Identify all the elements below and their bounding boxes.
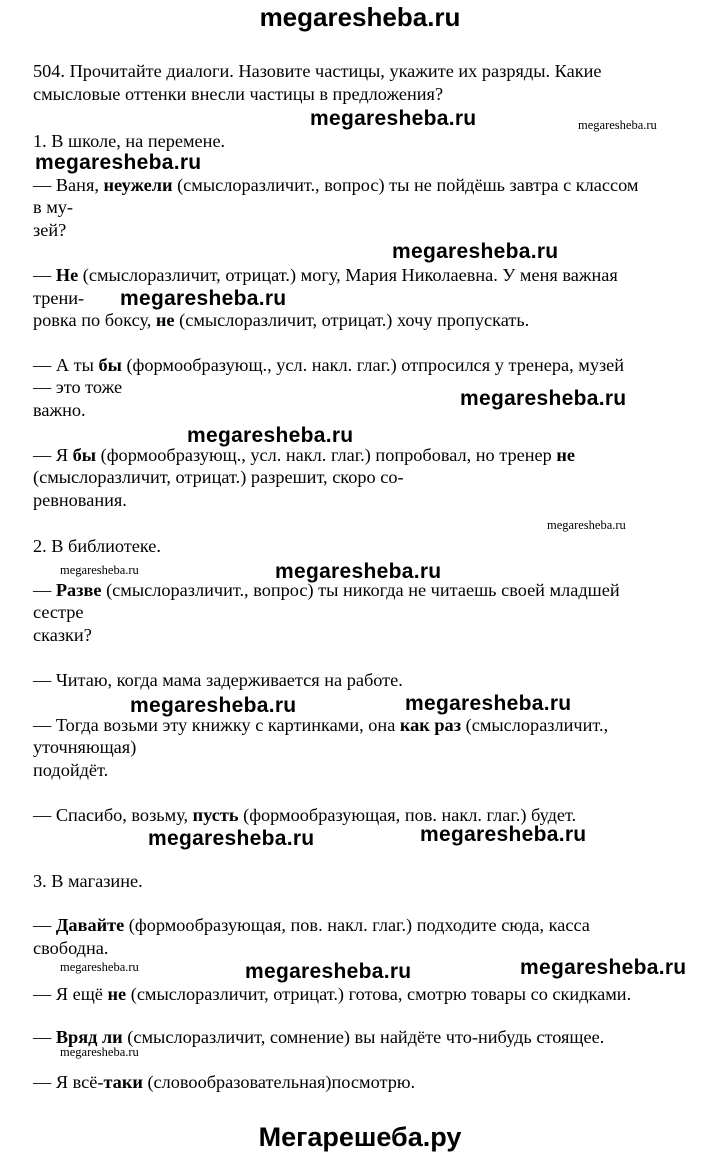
dialogue-line: — А ты бы (формообразующ., усл. накл. глаг.) отпросился у тренера, музей <box>33 355 625 375</box>
watermark: megaresheba.ru <box>187 424 354 447</box>
dialogue-line: — Разве (смыслоразличит., вопрос) ты никогда не читаешь своей младшей <box>33 580 620 600</box>
watermark: megaresheba.ru <box>60 563 139 577</box>
dialogue-line: сказки? <box>33 625 92 645</box>
watermark: megaresheba.ru <box>60 1045 139 1059</box>
dialogue-line: в му- <box>33 197 73 217</box>
dialogue-line: сестре <box>33 602 84 622</box>
watermark: megaresheba.ru <box>148 827 315 850</box>
dialogue-line: — это тоже <box>33 377 123 397</box>
task-line-2: смысловые оттенки внесли частицы в предложения? <box>33 84 444 104</box>
dialogue-line: ревнования. <box>33 490 127 510</box>
watermark: megaresheba.ru <box>392 240 559 263</box>
particle: пусть <box>192 805 239 825</box>
dialogue-line: (смыслоразличит, отрицат.) разрешит, скоро со- <box>33 467 404 487</box>
dialogue-line: — Я бы (формообразующ., усл. накл. глаг.) попробовал, но тренер не <box>33 445 575 465</box>
watermark: megaresheba.ru <box>310 107 477 130</box>
particle: бы <box>98 355 122 375</box>
particle: Разве <box>55 580 102 600</box>
section-2-heading: 2. В библиотеке. <box>33 536 161 556</box>
particle: Давайте <box>55 915 125 935</box>
dialogue-line: — Спасибо, возьму, пусть (формообразующая, пов. накл. глаг.) будет. <box>33 805 577 825</box>
dialogue-line: важно. <box>33 400 86 420</box>
dialogue-line: уточняющая) <box>33 737 137 757</box>
dialogue-line: — Не (смыслоразличит, отрицат.) могу, Мария Николаевна. У меня важная <box>33 265 618 285</box>
particle: Вряд ли <box>55 1027 123 1047</box>
dialogue-line: — Я всё-таки (словообразовательная)посмотрю. <box>33 1072 416 1092</box>
particle: не <box>556 445 575 465</box>
particle: бы <box>72 445 97 465</box>
dialogue-line: зей? <box>33 220 67 240</box>
dialogue-line: подойдёт. <box>33 760 109 780</box>
dialogue-line: свободна. <box>33 938 109 958</box>
watermark: megaresheba.ru <box>520 956 687 979</box>
particle: не <box>155 310 175 330</box>
task-line-1: 504. Прочитайте диалоги. Назовите частицы, укажите их разряды. Какие <box>33 61 602 81</box>
watermark: megaresheba.ru <box>120 287 287 310</box>
section-3-heading: 3. В магазине. <box>33 871 143 891</box>
dialogue-line: — Ваня, неужели (смыслоразличит., вопрос) ты не пойдёшь завтра с классом <box>33 175 639 195</box>
watermark: megaresheba.ru <box>405 692 572 715</box>
dialogue-line: — Я ещё не (смыслоразличит, отрицат.) готова, смотрю товары со скидками. <box>33 984 632 1004</box>
particle: не <box>107 984 127 1004</box>
watermark: megaresheba.ru <box>245 960 412 983</box>
particle: неужели <box>98 175 173 195</box>
watermark: megaresheba.ru <box>275 560 442 583</box>
watermark: megaresheba.ru <box>547 518 626 532</box>
watermark: megaresheba.ru <box>460 387 627 410</box>
watermark: megaresheba.ru <box>130 694 297 717</box>
bottom-watermark: Мегарешеба.ру <box>258 1122 462 1152</box>
watermark: megaresheba.ru <box>578 118 657 132</box>
dialogue-line: — Читаю, когда мама задерживается на работе. <box>33 670 403 690</box>
particle: как раз <box>399 715 462 735</box>
particle: таки <box>103 1072 143 1092</box>
dialogue-line: — Давайте (формообразующая, пов. накл. глаг.) подходите сюда, касса <box>33 915 590 935</box>
watermark: megaresheba.ru <box>35 151 202 174</box>
top-watermark: megaresheba.ru <box>259 2 461 32</box>
watermark: megaresheba.ru <box>420 823 587 846</box>
dialogue-line: — Вряд ли (смыслоразличит, сомнение) вы найдёте что-нибудь стоящее. <box>33 1027 605 1047</box>
dialogue-line: — Тогда возьми эту книжку с картинками, она как раз (смыслоразличит., <box>33 715 609 735</box>
dialogue-line: ровка по боксу, не (смыслоразличит, отрицат.) хочу пропускать. <box>33 310 530 330</box>
section-1-heading: 1. В школе, на перемене. <box>33 131 226 151</box>
particle: Не <box>55 265 79 285</box>
watermark: megaresheba.ru <box>60 960 139 974</box>
dialogue-line: трени- <box>33 288 85 308</box>
